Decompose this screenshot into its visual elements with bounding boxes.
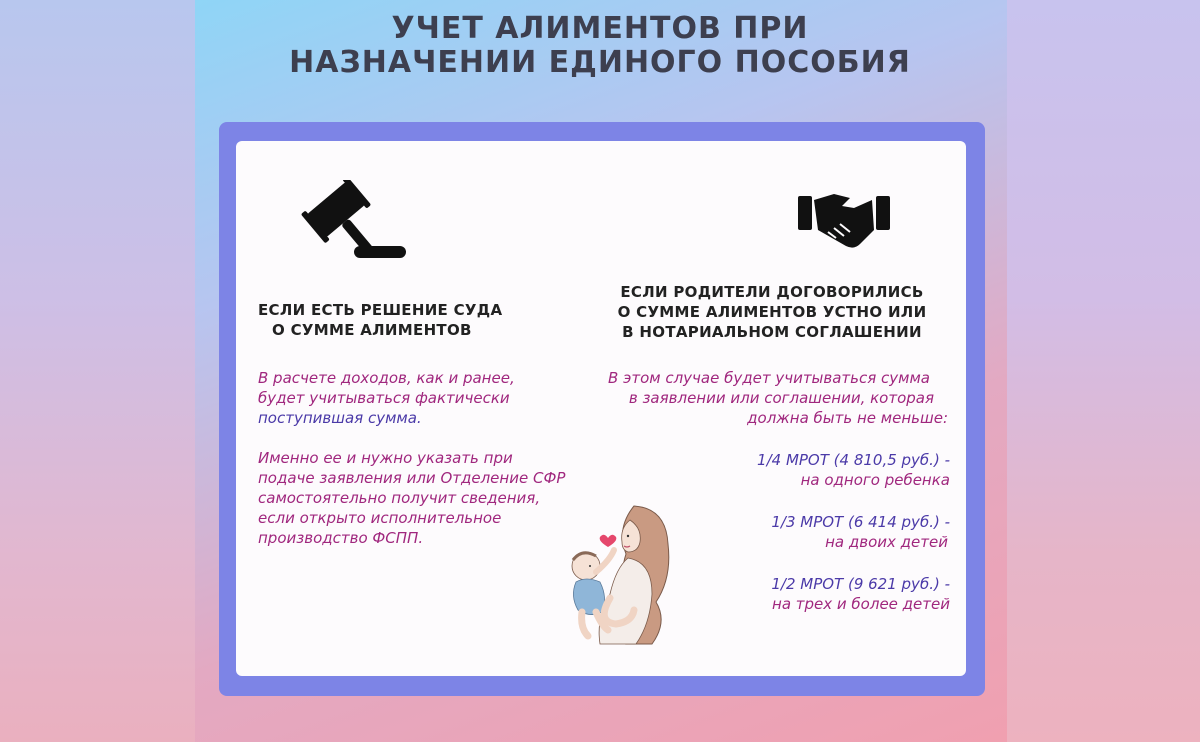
handshake-icon xyxy=(798,186,890,256)
mrot-item-1-label: на одного ребенка xyxy=(800,471,950,489)
right-heading xyxy=(598,282,946,342)
left-para1-line-2: будет учитываться фактически xyxy=(258,389,510,407)
right-heading-line-3: В НОТАРИАЛЬНОМ СОГЛАШЕНИИ xyxy=(622,323,922,341)
left-para1-line-3: поступившая сумма. xyxy=(258,409,422,427)
right-heading-line-1: ЕСЛИ РОДИТЕЛИ ДОГОВОРИЛИСЬ xyxy=(620,283,924,301)
mrot-item-2-value: 1/3 МРОТ (6 414 руб.) - xyxy=(771,513,950,531)
left-paragraph-1 xyxy=(258,368,558,428)
left-para2-line-2: подаче заявления или Отделение СФР xyxy=(258,469,566,487)
gavel-icon xyxy=(290,180,410,266)
mrot-item-2 xyxy=(640,512,950,552)
left-heading-line-1: ЕСЛИ ЕСТЬ РЕШЕНИЕ СУДА xyxy=(258,301,503,319)
background-right xyxy=(1005,0,1200,742)
left-para2-line-3: самостоятельно получит сведения, xyxy=(258,489,541,507)
mother-child-icon xyxy=(556,498,676,648)
right-heading-line-2: О СУММЕ АЛИМЕНТОВ УСТНО ИЛИ xyxy=(617,303,927,321)
left-para1-line-1: В расчете доходов, как и ранее, xyxy=(258,369,515,387)
right-intro-line-3: должна быть не меньше: xyxy=(747,409,948,427)
background-left xyxy=(0,0,195,742)
mrot-item-3-value: 1/2 МРОТ (9 621 руб.) - xyxy=(771,575,950,593)
mrot-item-1-value: 1/4 МРОТ (4 810,5 руб.) - xyxy=(757,451,950,469)
right-intro-line-1: В этом случае будет учитываться сумма xyxy=(608,369,930,387)
left-heading-line-2: О СУММЕ АЛИМЕНТОВ xyxy=(272,321,472,339)
left-para2-line-4: если открыто исполнительное xyxy=(258,509,502,527)
mrot-item-3-label: на трех и более детей xyxy=(772,595,950,613)
left-paragraph-2 xyxy=(258,448,578,548)
right-intro xyxy=(566,368,948,428)
mrot-item-1 xyxy=(640,450,950,490)
left-heading xyxy=(258,300,558,340)
left-para2-line-5: производство ФСПП. xyxy=(258,529,424,547)
mrot-item-2-label: на двоих детей xyxy=(825,533,948,551)
title-line-1: УЧЕТ АЛИМЕНТОВ ПРИ xyxy=(391,11,809,46)
right-intro-line-2: в заявлении или соглашении, которая xyxy=(628,389,934,407)
mrot-item-3 xyxy=(640,574,950,614)
page-title xyxy=(0,12,1200,80)
left-para2-line-1: Именно ее и нужно указать при xyxy=(258,449,513,467)
title-line-2: НАЗНАЧЕНИИ ЕДИНОГО ПОСОБИЯ xyxy=(289,45,911,80)
